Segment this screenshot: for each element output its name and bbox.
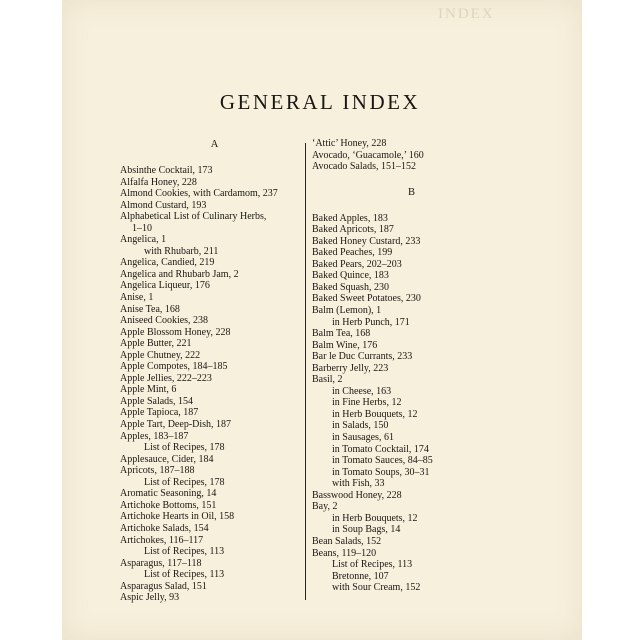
index-entry-list — [312, 213, 512, 594]
index-entry: Baked Quince, 183 — [312, 270, 389, 282]
index-subentry: in Fine Herbs, 12 — [332, 397, 402, 409]
index-subentry: in Sausages, 61 — [332, 432, 394, 444]
index-entry: Asparagus, 117–118 — [120, 557, 202, 569]
index-entry: Asparagus Salad, 151 — [120, 580, 207, 592]
index-subentry: List of Recipes, 113 — [144, 569, 225, 581]
index-entry: Avocado, ‘Guacamole,’ 160 — [312, 149, 424, 161]
index-subentry: with Rhubarb, 211 — [144, 245, 219, 257]
index-entry: Bay, 2 — [312, 501, 338, 513]
index-entry: Balm Wine, 176 — [312, 339, 378, 351]
index-entry: Aniseed Cookies, 238 — [120, 315, 209, 327]
index-entry: Apple Butter, 221 — [120, 338, 192, 350]
index-entry: Apple Blossom Honey, 228 — [120, 326, 231, 338]
index-entry: Baked Apples, 183 — [312, 212, 388, 224]
index-entry: Apple Tapioca, 187 — [120, 407, 199, 419]
index-entry: Avocado Salads, 151–152 — [312, 161, 416, 173]
index-subentry: in Herb Bouquets, 12 — [332, 408, 418, 420]
index-subentry: in Cheese, 163 — [332, 385, 392, 397]
index-subentry: in Soup Bags, 14 — [332, 524, 401, 536]
index-subentry: in Tomato Cocktail, 174 — [332, 443, 429, 455]
index-entry: Baked Apricots, 187 — [312, 224, 394, 236]
index-column-right — [312, 138, 512, 594]
index-entry: Aromatic Seasoning, 14 — [120, 488, 217, 500]
index-entry: Basswood Honey, 228 — [312, 489, 402, 501]
index-entry: Apples, 183–187 — [120, 430, 189, 442]
index-entry: Baked Squash, 230 — [312, 281, 389, 293]
index-entry: Balm (Lemon), 1 — [312, 305, 382, 317]
index-entry: Bar le Duc Currants, 233 — [312, 351, 413, 363]
index-subentry: with Sour Cream, 152 — [332, 582, 421, 594]
section-gap — [120, 152, 310, 165]
index-entry: Angelica and Rhubarb Jam, 2 — [120, 268, 239, 280]
index-entry: Alfalfa Honey, 228 — [120, 176, 197, 188]
index-entry-list — [120, 165, 310, 604]
section-gap — [312, 200, 512, 213]
index-entry: Alphabetical List of Culinary Herbs, — [120, 211, 267, 223]
index-entry: Basil, 2 — [312, 374, 343, 386]
index-entry: Baked Pears, 202–203 — [312, 258, 402, 270]
index-subentry: with Fish, 33 — [332, 478, 385, 490]
index-subentry: in Herb Bouquets, 12 — [332, 512, 418, 524]
index-entry: Apple Salads, 154 — [120, 395, 194, 407]
index-entry: Baked Peaches, 199 — [312, 247, 393, 259]
index-entry: Artichoke Bottoms, 151 — [120, 499, 217, 511]
index-column-left — [120, 138, 310, 604]
index-entry: Barberry Jelly, 223 — [312, 362, 389, 374]
section-letter-b: B — [407, 186, 416, 198]
index-subentry: Bretonne, 107 — [332, 570, 389, 582]
column-divider — [305, 143, 306, 600]
index-subentry: in Tomato Sauces, 84–85 — [332, 455, 433, 467]
index-entry: Beans, 119–120 — [312, 547, 377, 559]
index-subentry: in Herb Punch, 171 — [332, 316, 410, 328]
section-gap — [312, 173, 512, 186]
index-subentry: in Tomato Soups, 30–31 — [332, 466, 430, 478]
index-entry: Absinthe Cocktail, 173 — [120, 165, 213, 176]
index-entry: Apple Chutney, 222 — [120, 349, 201, 361]
index-entry: Baked Honey Custard, 233 — [312, 235, 421, 247]
index-entry: Bean Salads, 152 — [312, 535, 382, 547]
index-entry: Artichoke Hearts in Oil, 158 — [120, 511, 235, 523]
index-entry: Apple Compotes, 184–185 — [120, 361, 228, 373]
index-entry: Almond Cookies, with Cardamom, 237 — [120, 188, 278, 200]
page-title: GENERAL INDEX — [219, 90, 421, 114]
index-entry: Angelica, 1 — [120, 234, 167, 246]
index-subentry: 1–10 — [132, 222, 152, 234]
index-subentry: List of Recipes, 113 — [144, 546, 225, 558]
index-entry: Artichoke Salads, 154 — [120, 522, 209, 534]
index-entry-list-continued — [312, 138, 512, 173]
index-entry: Balm Tea, 168 — [312, 328, 371, 340]
index-entry: Anise, 1 — [120, 292, 154, 304]
index-entry: Angelica, Candied, 219 — [120, 257, 215, 269]
index-entry: Angelica Liqueur, 176 — [120, 280, 210, 292]
index-entry: ‘Attic’ Honey, 228 — [312, 138, 387, 149]
index-entry: Apple Tart, Deep-Dish, 187 — [120, 419, 232, 431]
index-entry: Apricots, 187–188 — [120, 465, 195, 477]
index-entry: Applesauce, Cider, 184 — [120, 453, 214, 465]
index-entry: Apple Jellies, 222–223 — [120, 372, 212, 384]
index-entry: Aspic Jelly, 93 — [120, 592, 180, 604]
index-subentry: List of Recipes, 113 — [332, 559, 413, 571]
index-entry: Baked Sweet Potatoes, 230 — [312, 293, 421, 305]
index-subentry: List of Recipes, 178 — [144, 442, 225, 454]
index-entry: Artichokes, 116–117 — [120, 534, 204, 546]
section-letter-a: A — [210, 139, 220, 150]
bleed-through-header: INDEX — [438, 6, 495, 22]
index-entry: Almond Custard, 193 — [120, 199, 207, 211]
index-subentry: List of Recipes, 178 — [144, 476, 225, 488]
index-entry: Anise Tea, 168 — [120, 303, 180, 315]
index-entry: Apple Mint, 6 — [120, 384, 177, 396]
index-subentry: in Salads, 150 — [332, 420, 389, 432]
